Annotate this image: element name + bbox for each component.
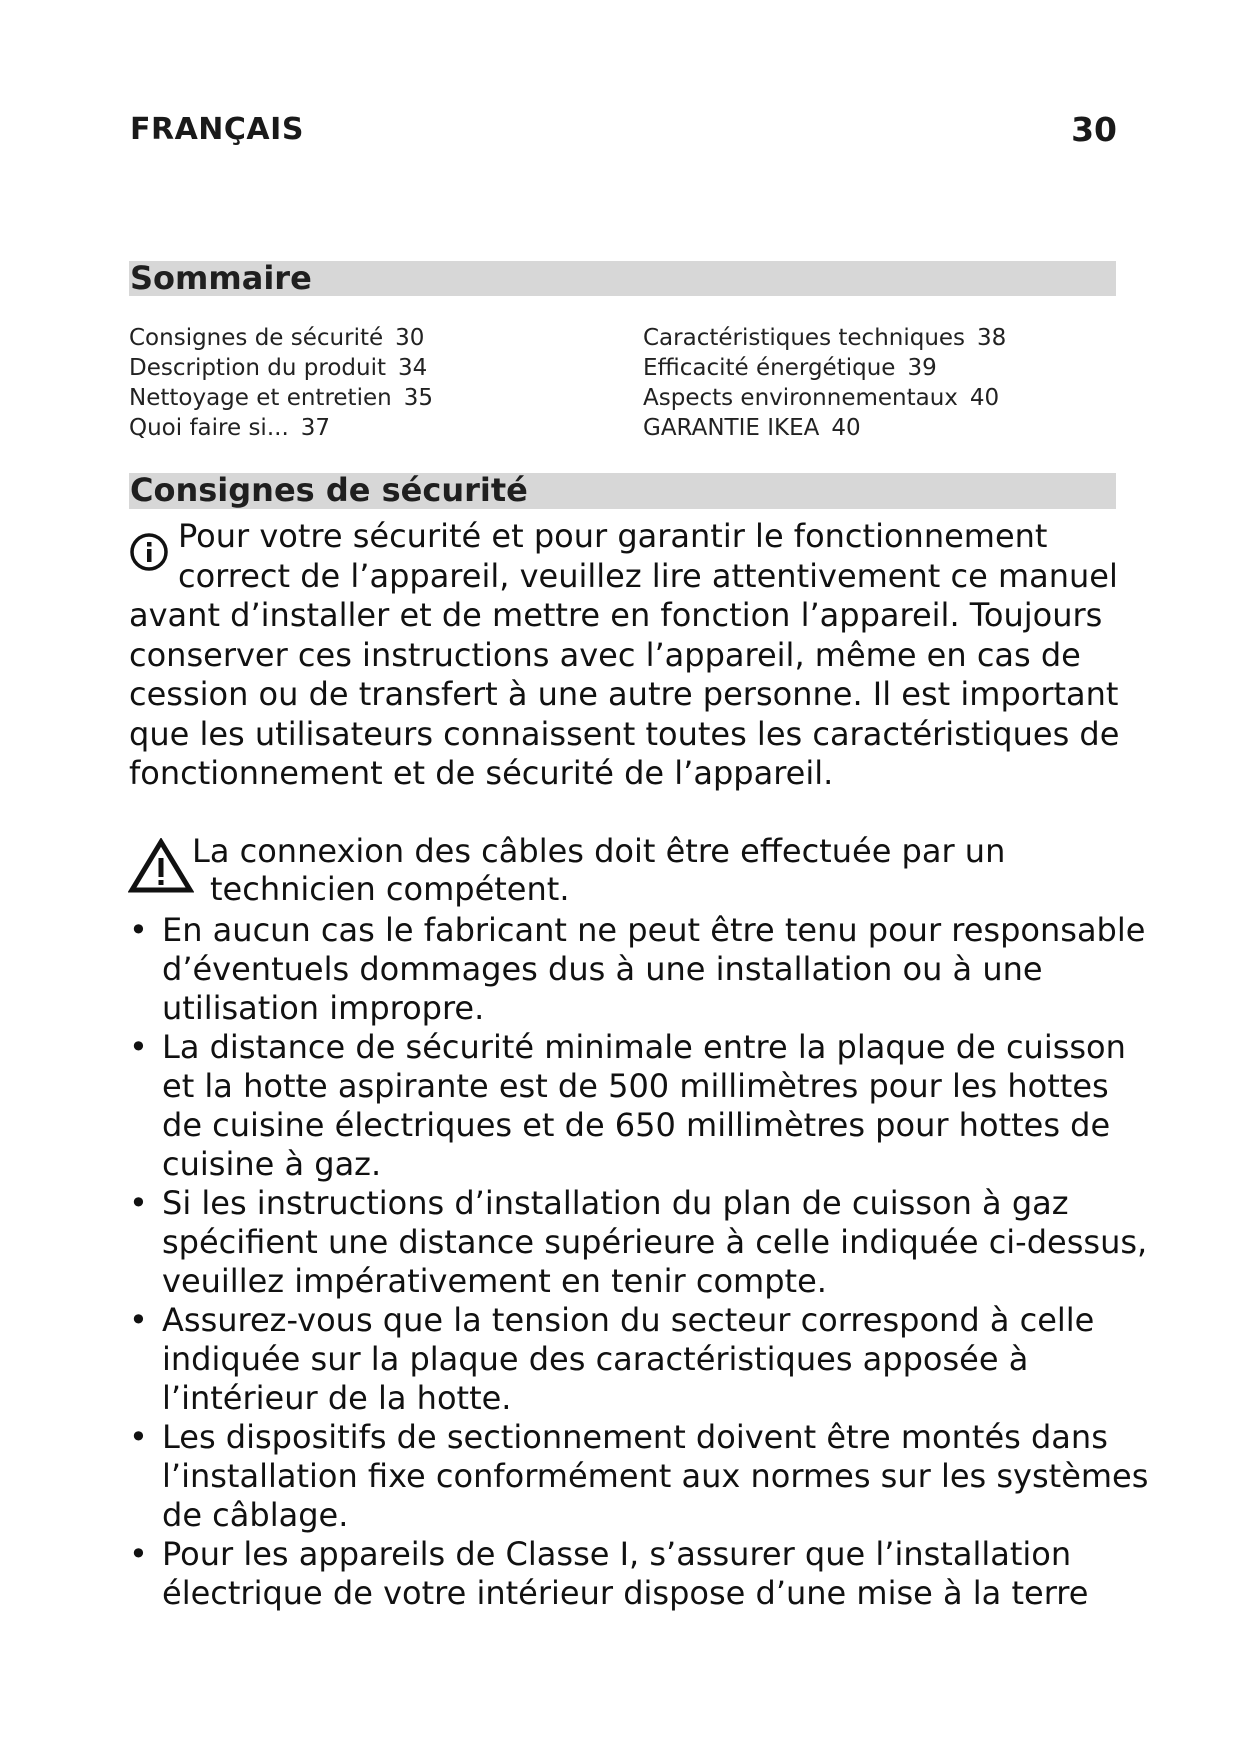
safety-bullet-list (129, 911, 1149, 1613)
bullet-line: Assurez-vous que la tension du secteur correspond à celle (162, 1301, 1095, 1339)
toc-item[interactable] (129, 413, 599, 443)
warning-line: La connexion des câbles doit être effectuée par un (192, 832, 1006, 870)
toc-page: 40 (831, 415, 861, 441)
toc-item[interactable] (643, 353, 1113, 383)
sommaire-title: Sommaire (130, 259, 312, 297)
bullet-symbol: • (129, 1301, 148, 1339)
bullet-line: Pour les appareils de Classe I, s’assurer que l’installation (162, 1535, 1072, 1573)
bullet-symbol: • (129, 911, 148, 949)
toc-item[interactable] (129, 353, 599, 383)
toc-right-column (643, 323, 1113, 443)
bullet-line: La distance de sécurité minimale entre la plaque de cuisson (162, 1028, 1126, 1066)
toc-page: 37 (300, 415, 331, 441)
intro-line: fonctionnement et de sécurité de l’appareil. (129, 754, 834, 792)
sommaire-heading-bar (129, 261, 1116, 296)
toc-page: 35 (403, 385, 433, 411)
intro-line: avant d’installer et de mettre en fonction l’appareil. Toujours (129, 596, 1103, 634)
list-item (129, 1184, 1148, 1301)
bullet-symbol: • (129, 1535, 148, 1573)
language-header: FRANÇAIS (130, 112, 304, 147)
intro-line: cession ou de transfert à une autre personne. Il est important (129, 675, 1119, 713)
toc-label: GARANTIE IKEA (643, 415, 820, 441)
bullet-line: En aucun cas le fabricant ne peut être tenu pour responsable (162, 911, 1146, 949)
bullet-line: cuisine à gaz. (162, 1145, 382, 1183)
list-item (129, 1301, 1121, 1418)
bullet-line: électrique de votre intérieur dispose d’une mise à la terre (162, 1574, 1089, 1612)
consignes-title: Consignes de sécurité (130, 471, 528, 509)
bullet-line: Les dispositifs de sectionnement doivent être montés dans (162, 1418, 1108, 1456)
toc-page: 39 (907, 355, 937, 381)
toc-item[interactable] (129, 323, 599, 353)
warning-line: technicien compétent. (210, 870, 570, 908)
list-item (129, 1535, 1121, 1613)
consignes-heading-bar (129, 473, 1116, 509)
bullet-line: Si les instructions d’installation du plan de cuisson à gaz (162, 1184, 1069, 1222)
toc-label: Quoi faire si... (129, 415, 289, 441)
list-item (129, 1028, 1126, 1184)
intro-line: conserver ces instructions avec l’appareil, même en cas de (129, 635, 1081, 674)
toc-item[interactable] (643, 323, 1113, 353)
intro-line: correct de l’appareil, veuillez lire attentivement ce manuel (178, 556, 1118, 595)
bullet-line: l’installation fixe conformément aux normes sur les systèmes (162, 1457, 1149, 1495)
bullet-line: indiquée sur la plaque des caractéristiques apposée à (162, 1340, 1029, 1378)
bullet-line: veuillez impérativement en tenir compte. (162, 1262, 827, 1300)
toc-item[interactable] (643, 413, 1113, 443)
bullet-line: et la hotte aspirante est de 500 millimètres pour les hottes (162, 1067, 1109, 1105)
bullet-line: utilisation impropre. (162, 989, 485, 1027)
toc-label: Nettoyage et entretien (129, 385, 392, 411)
toc-page: 34 (398, 355, 428, 381)
bullet-line: de câblage. (162, 1496, 349, 1534)
list-item (129, 911, 1146, 1028)
safety-intro (129, 517, 1119, 794)
bullet-line: d’éventuels dommages dus à une installation ou à une (162, 950, 1043, 988)
warning-icon (128, 838, 194, 894)
bullet-line: l’intérieur de la hotte. (162, 1379, 512, 1417)
bullet-symbol: • (129, 1418, 148, 1456)
toc-page: 30 (395, 325, 425, 351)
bullet-line: de cuisine électriques et de 650 millimètres pour hottes de (162, 1106, 1111, 1144)
toc-label: Consignes de sécurité (129, 325, 384, 351)
toc-label: Description du produit (129, 355, 386, 381)
intro-line: Pour votre sécurité et pour garantir le fonctionnement (178, 517, 1048, 555)
toc-label: Caractéristiques techniques (643, 325, 966, 351)
bullet-symbol: • (129, 1184, 148, 1222)
toc-item[interactable] (643, 383, 1113, 413)
bullet-line: spécifient une distance supérieure à celle indiquée ci-dessus, (162, 1223, 1148, 1261)
page-number: 30 (1071, 110, 1117, 149)
toc-label: Aspects environnementaux (643, 385, 958, 411)
list-item (129, 1418, 1149, 1535)
toc-page: 38 (977, 325, 1007, 351)
toc-label: Efficacité énergétique (643, 355, 896, 381)
toc-left-column (129, 323, 599, 443)
warning-text (192, 832, 1112, 908)
toc-page: 40 (969, 385, 1000, 411)
toc-item[interactable] (129, 383, 599, 413)
intro-line: que les utilisateurs connaissent toutes les caractéristiques de (129, 714, 1120, 753)
bullet-symbol: • (129, 1028, 148, 1066)
